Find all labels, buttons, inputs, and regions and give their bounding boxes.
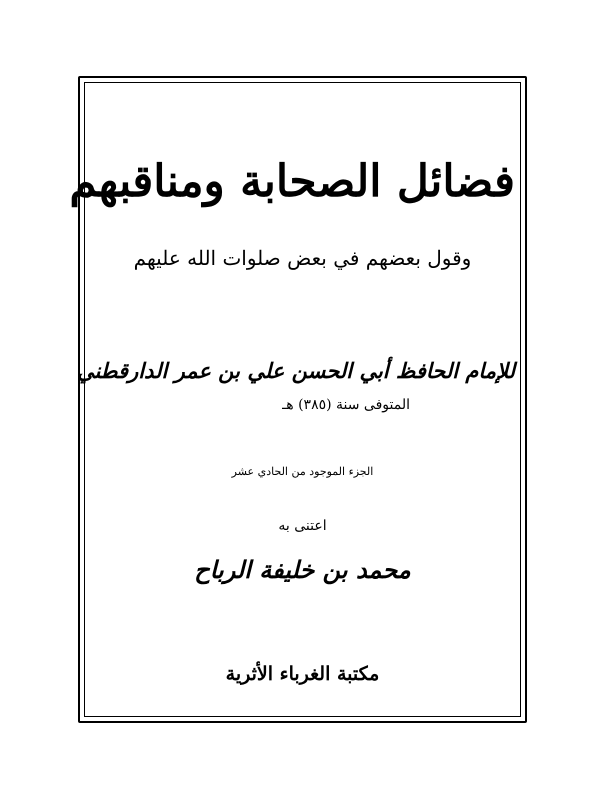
editor-name: محمد بن خليفة الرباح [194, 555, 411, 584]
part-note: الجزء الموجود من الحادي عشر [231, 465, 374, 478]
book-title: فضائل الصحابة ومناقبهم [69, 156, 515, 207]
book-subtitle: وقول بعضهم في بعض صلوات الله عليهم [133, 246, 472, 270]
author-name: للإمام الحافظ أبي الحسن علي بن عمر الدارقطني [76, 358, 515, 383]
edited-by-label: اعتنى به [278, 518, 327, 534]
author-death-date: المتوفى سنة (٣٨٥) هـ [282, 397, 410, 413]
publisher-name: مكتبة الغرباء الأثرية [225, 663, 380, 685]
